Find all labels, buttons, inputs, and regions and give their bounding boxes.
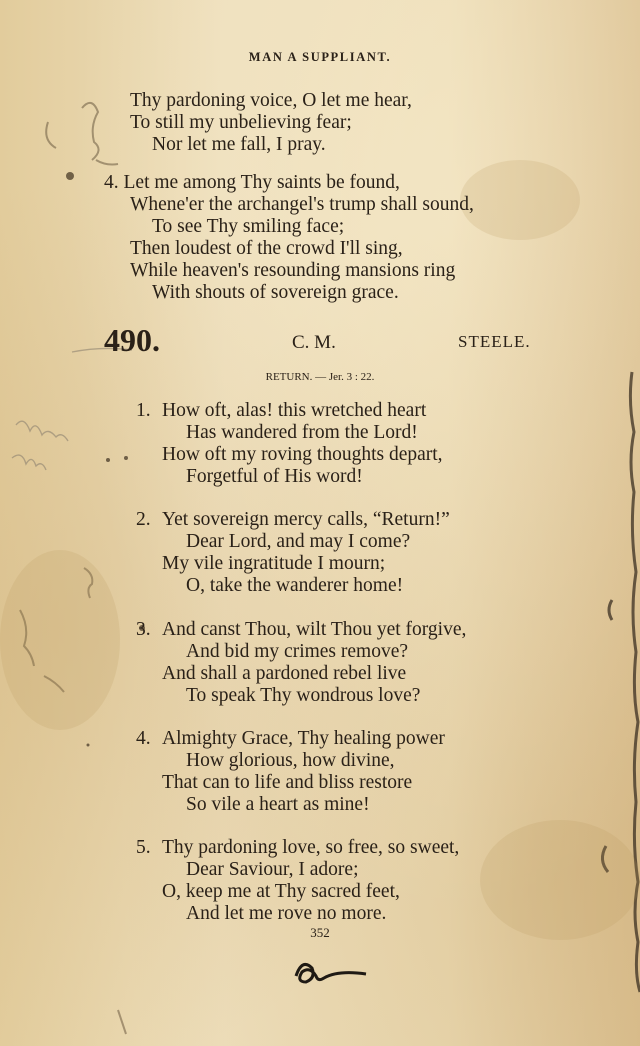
verse-number: 3. xyxy=(136,619,151,640)
verse-line: While heaven's resounding mansions ring xyxy=(130,260,456,281)
verse-line: Thy pardoning voice, O let me hear, xyxy=(130,90,412,111)
verse-line: And bid my crimes remove? xyxy=(186,641,409,662)
verse-number: 5. xyxy=(136,837,151,858)
signature-mark xyxy=(290,950,370,990)
verse-line: O, take the wanderer home! xyxy=(186,575,404,596)
verse-line: And shall a pardoned rebel live xyxy=(162,663,407,684)
verse-number: 1. xyxy=(136,400,151,421)
verse-number: 2. xyxy=(136,509,151,530)
verse-number: 4. xyxy=(136,728,151,749)
verse-line: And let me rove no more. xyxy=(186,903,387,924)
pencil-notes xyxy=(12,348,132,470)
verse-line: That can to life and bliss restore xyxy=(162,772,413,793)
verse-line: Nor let me fall, I pray. xyxy=(152,134,326,155)
verse-line: And canst Thou, wilt Thou yet forgive, xyxy=(162,619,467,640)
verse-line: How oft my roving thoughts depart, xyxy=(162,444,443,465)
verse-line: O, keep me at Thy sacred feet, xyxy=(162,881,400,902)
running-header: MAN A SUPPLIANT. xyxy=(248,50,392,64)
verse-line: Has wandered from the Lord! xyxy=(186,422,418,443)
verse-line: How glorious, how divine, xyxy=(186,750,395,771)
verse-line: To see Thy smiling face; xyxy=(152,216,345,237)
verse-line: Whene'er the archangel's trump shall sound, xyxy=(130,194,474,215)
page-number: 352 xyxy=(310,925,330,940)
verse-line: So vile a heart as mine! xyxy=(186,794,370,815)
verse-line: Dear Lord, and may I come? xyxy=(186,531,411,552)
verse-line: 4. Let me among Thy saints be found, xyxy=(104,172,400,193)
verse-line: To speak Thy wondrous love? xyxy=(186,685,421,706)
verse-line: Yet sovereign mercy calls, “Return!” xyxy=(162,509,450,530)
verse-line: Dear Saviour, I adore; xyxy=(186,859,359,880)
verse-line: How oft, alas! this wretched heart xyxy=(162,400,427,421)
hymn-author: STEELE. xyxy=(458,332,531,351)
verse-line: Almighty Grace, Thy healing power xyxy=(162,728,445,749)
scripture-reference: RETURN. — Jer. 3 : 22. xyxy=(265,371,375,383)
verse-line: My vile ingratitude I mourn; xyxy=(162,553,386,574)
verse-line: With shouts of sovereign grace. xyxy=(152,282,399,303)
verse-line: Then loudest of the crowd I'll sing, xyxy=(130,238,403,259)
verse-line: Forgetful of His word! xyxy=(186,466,363,487)
verse-line: Thy pardoning love, so free, so sweet, xyxy=(162,837,460,858)
hymn-number: 490. xyxy=(104,322,160,358)
hymn-meter: C. M. xyxy=(292,332,336,353)
verse-line: To still my unbelieving fear; xyxy=(130,112,352,133)
